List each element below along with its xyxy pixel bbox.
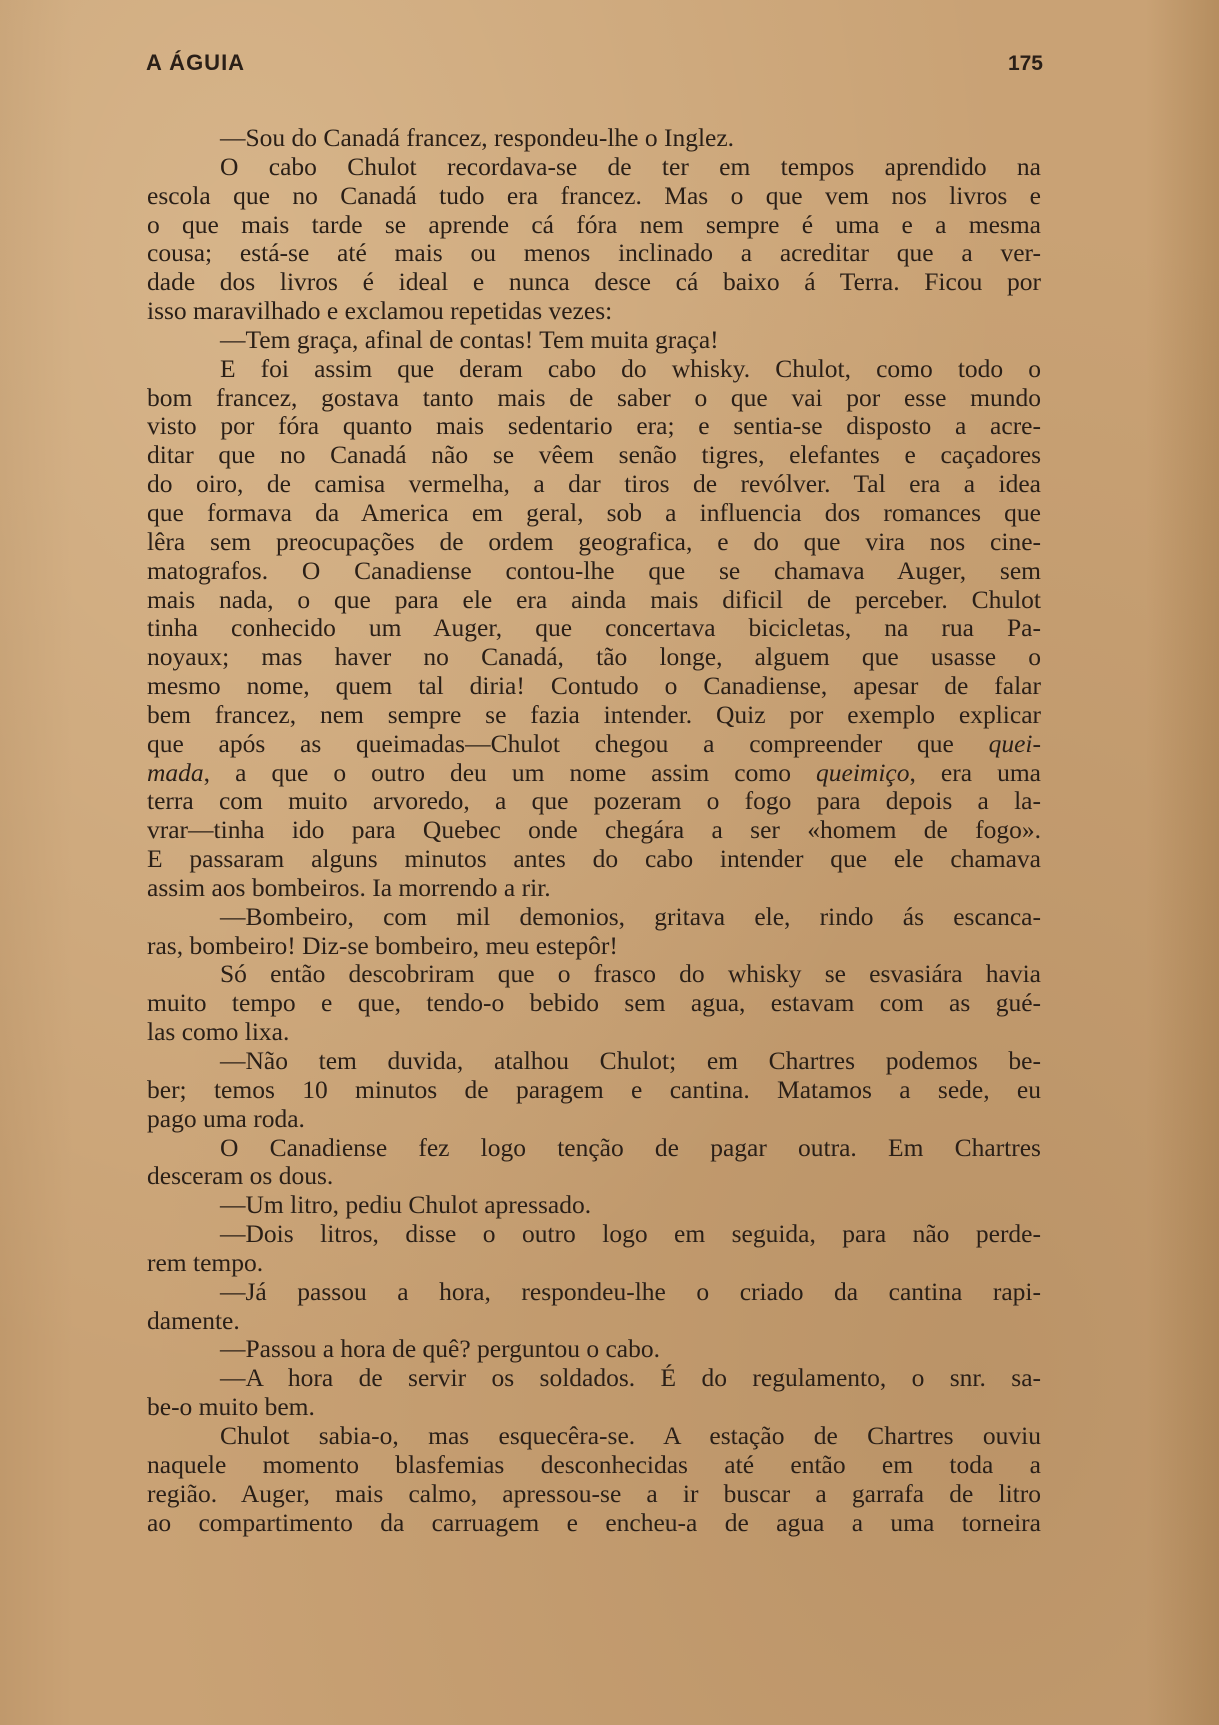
line-text: terra com muito arvoredo, a que pozeram o fogo para depois a la-: [147, 787, 1041, 816]
text-line: [147, 845, 1041, 874]
line-text: O Canadiense fez logo tenção de pagar outra. Em Chartres: [220, 1133, 1041, 1162]
line-text: o que mais tarde se aprende cá fóra nem sempre é uma e a mesma: [147, 210, 1041, 239]
line-text: las como lixa.: [147, 1018, 290, 1047]
text-line: [147, 1509, 1041, 1538]
line-text: ras, bombeiro! Diz-se bombeiro, meu estepôr!: [147, 931, 618, 960]
line-text: damente.: [147, 1306, 240, 1335]
text-line: [147, 701, 1041, 730]
text-line: [147, 903, 1041, 932]
text-line: [147, 297, 1041, 326]
line-text: assim aos bombeiros. Ia morrendo a rir.: [147, 873, 551, 902]
text-line: [147, 239, 1041, 268]
text-line: [147, 1422, 1041, 1451]
line-text: do oiro, de camisa vermelha, a dar tiros de revólver. Tal era a idea: [147, 470, 1041, 499]
line-text: O cabo Chulot recordava-se de ter em tempos aprendido na: [220, 152, 1041, 181]
running-header: [146, 40, 1043, 76]
line-text: tinha conhecido um Auger, que concertava bicicletas, na rua Pa-: [147, 614, 1041, 643]
text-line: [147, 932, 1041, 961]
line-text: mesmo nome, quem tal diria! Contudo o Canadiense, apesar de falar: [147, 672, 1041, 701]
line-text: ao compartimento da carruagem e encheu-a de agua a uma torneira: [147, 1508, 1041, 1537]
line-text: Só então descobriram que o frasco do whisky se esvasiára havia: [220, 960, 1041, 989]
line-text: desceram os dous.: [147, 1162, 334, 1191]
line-text: que formava da America em geral, sob a influencia dos romances que: [147, 498, 1041, 527]
running-title: A ÁGUIA: [146, 50, 246, 75]
line-text: mais nada, o que para ele era ainda mais dificil de perceber. Chulot: [147, 585, 1041, 614]
line-text: —A hora de servir os soldados. É do regulamento, o snr. sa-: [220, 1364, 1041, 1393]
text-line: [147, 1191, 1041, 1220]
text-line: [147, 1220, 1041, 1249]
page-number: 175: [1007, 52, 1043, 75]
text-line: [147, 124, 1041, 153]
text-line: [147, 384, 1041, 413]
line-text: pago uma roda.: [147, 1104, 305, 1133]
line-text: escola que no Canadá tudo era francez. Mas o que vem nos livros e: [147, 181, 1041, 210]
text-line: [147, 355, 1041, 384]
text-line: [147, 1134, 1041, 1163]
text-line: [147, 1076, 1041, 1105]
line-text: que após as queimadas—Chulot chegou a compreender que: [147, 729, 989, 758]
line-text: —Não tem duvida, atalhou Chulot; em Chartres podemos be-: [220, 1047, 1041, 1075]
text-line: [147, 960, 1041, 989]
text-line: [147, 1105, 1041, 1134]
text-line: [147, 1162, 1041, 1191]
line-text: vrar—tinha ido para Quebec onde chegára a ser «homem de fogo».: [147, 816, 1041, 845]
line-text: isso maravilhado e exclamou repetidas vezes:: [147, 297, 613, 326]
text-line: [147, 1335, 1041, 1364]
text-line: [147, 441, 1041, 470]
text-line: [147, 211, 1041, 240]
text-line: [147, 499, 1041, 528]
line-text: —Passou a hora de quê? perguntou o cabo.: [220, 1335, 660, 1364]
line-text: dade dos livros é ideal e nunca desce cá baixo á Terra. Ficou por: [147, 268, 1041, 297]
line-text: —Dois litros, disse o outro logo em seguida, para não perde-: [220, 1220, 1041, 1249]
line-text: E foi assim que deram cabo do whisky. Chulot, como todo o: [220, 354, 1041, 383]
line-text: visto por fóra quanto mais sedentario era; e sentia-se disposto a acre-: [147, 412, 1041, 441]
text-line: [147, 614, 1041, 643]
line-text: —Já passou a hora, respondeu-lhe o criado da cantina rapi-: [220, 1277, 1041, 1306]
text-line: [147, 672, 1041, 701]
line-text: , a que o outro deu um nome assim como: [203, 758, 817, 787]
line-text: cousa; está-se até mais ou menos inclinado a acreditar que a ver-: [147, 239, 1041, 268]
text-line: [147, 1364, 1041, 1393]
line-text: be-o muito bem.: [147, 1393, 315, 1422]
text-line: [147, 153, 1041, 182]
text-line: [147, 1047, 1041, 1076]
text-line: [147, 989, 1041, 1018]
text-line: [147, 643, 1041, 672]
text-line: [147, 1393, 1041, 1422]
text-line: [147, 470, 1041, 499]
text-line: [147, 412, 1041, 441]
line-text: —Sou do Canadá francez, respondeu-lhe o Inglez.: [220, 124, 735, 152]
text-line: [147, 1278, 1041, 1307]
line-text: —Tem graça, afinal de contas! Tem muita graça!: [220, 325, 719, 354]
line-text: ber; temos 10 minutos de paragem e cantina. Matamos a sede, eu: [147, 1075, 1041, 1104]
line-text: rem tempo.: [147, 1248, 264, 1277]
text-line: [147, 787, 1041, 816]
italic-word: mada: [147, 758, 204, 787]
line-text: ditar que no Canadá não se vêem senão tigres, elefantes e caçadores: [147, 441, 1041, 470]
line-text: noyaux; mas haver no Canadá, tão longe, alguem que usasse o: [147, 643, 1041, 672]
line-text: , era uma: [909, 758, 1041, 787]
body-text: [147, 124, 1041, 1537]
text-line: [147, 1307, 1041, 1336]
text-line: [147, 874, 1041, 903]
line-text: bem francez, nem sempre se fazia intender. Quiz por exemplo explicar: [147, 700, 1041, 729]
text-line: [147, 557, 1041, 586]
line-text: bom francez, gostava tanto mais de saber o que vai por esse mundo: [147, 383, 1041, 412]
italic-word: queimiço: [816, 758, 910, 787]
text-line: [147, 1480, 1041, 1509]
line-text: —Um litro, pediu Chulot apressado.: [220, 1191, 592, 1220]
text-line: [147, 326, 1041, 355]
line-text: Chulot sabia-o, mas esquecêra-se. A estação de Chartres ouviu: [220, 1421, 1041, 1450]
text-line: [147, 816, 1041, 845]
line-text: muito tempo e que, tendo-o bebido sem agua, estavam com as gué-: [147, 989, 1041, 1018]
text-line: [147, 730, 1041, 759]
text-line: [147, 528, 1041, 557]
line-text: —Bombeiro, com mil demonios, gritava ele, rindo ás escanca-: [220, 902, 1041, 931]
italic-word: quei-: [988, 729, 1041, 758]
text-line: [147, 759, 1041, 788]
line-text: matografos. O Canadiense contou-lhe que se chamava Auger, sem: [147, 556, 1041, 585]
text-line: [147, 268, 1041, 297]
text-line: [147, 1018, 1041, 1047]
line-text: E passaram alguns minutos antes do cabo intender que ele chamava: [147, 845, 1041, 874]
line-text: naquele momento blasfemias desconhecidas até então em toda a: [147, 1450, 1041, 1479]
text-line: [147, 586, 1041, 615]
line-text: lêra sem preocupações de ordem geografica, e do que vira nos cine-: [147, 527, 1041, 556]
line-text: região. Auger, mais calmo, apressou-se a ir buscar a garrafa de litro: [147, 1479, 1041, 1508]
text-line: [147, 182, 1041, 211]
text-line: [147, 1451, 1041, 1480]
text-line: [147, 1249, 1041, 1278]
